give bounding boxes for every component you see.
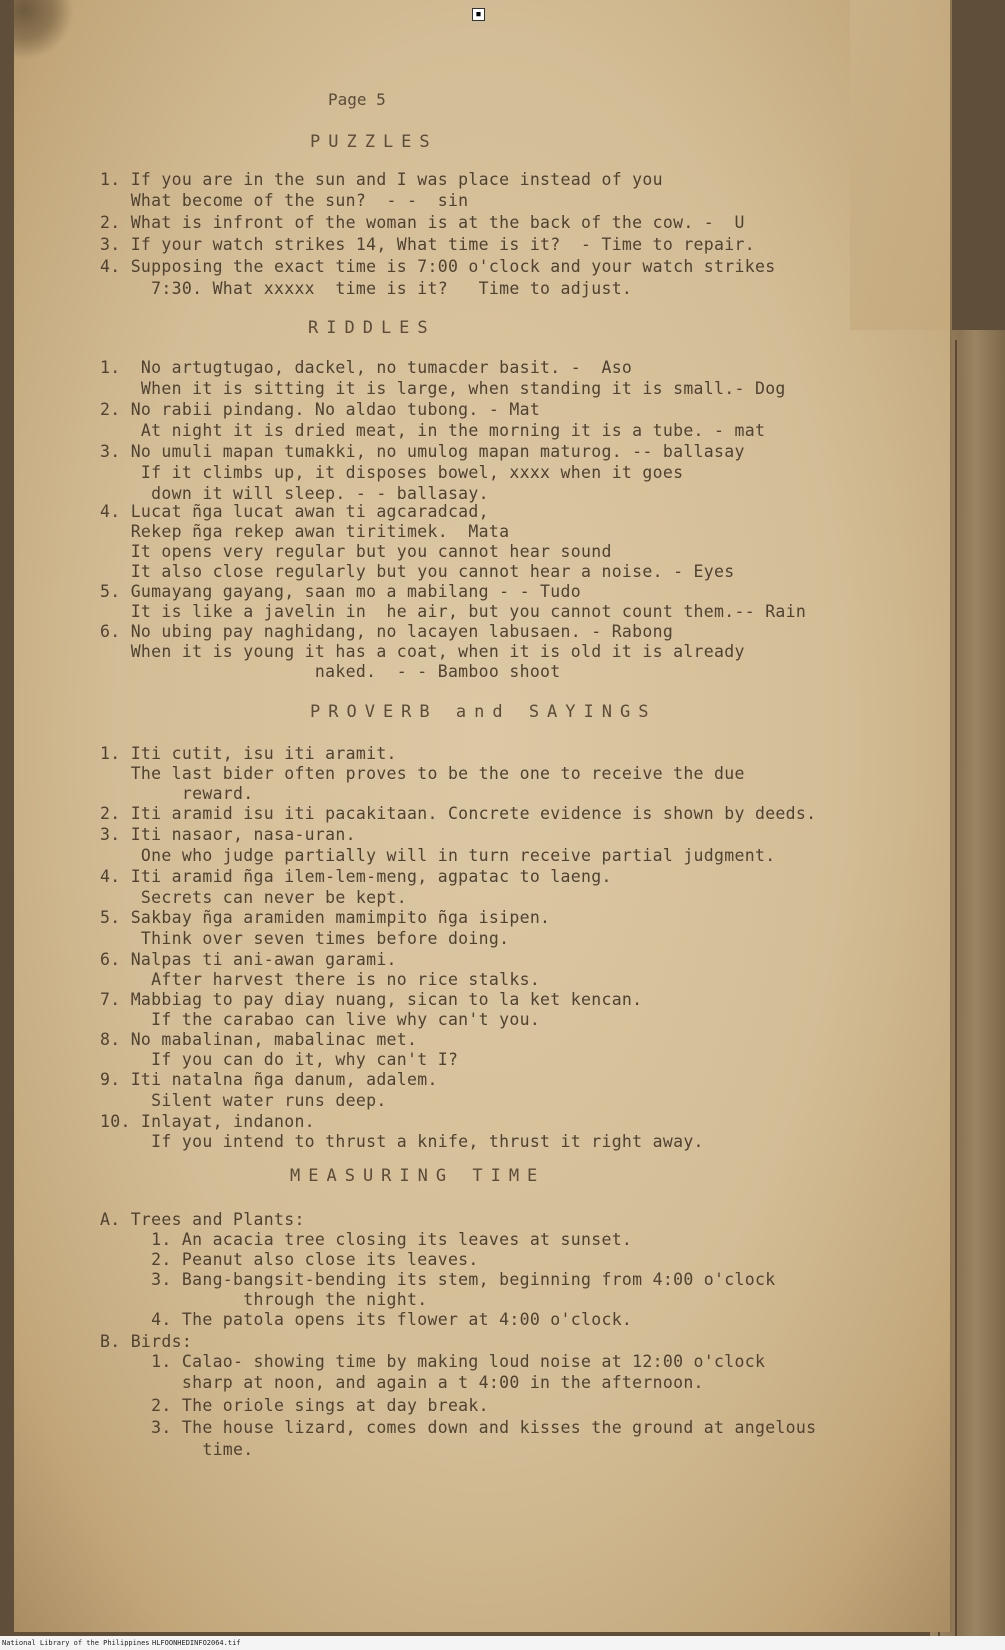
footer-filename: HLFOONHEDINFO2064.tif <box>152 1639 241 1647</box>
proverb-line: 7. Mabbiag to pay diay nuang, sican to la ket kencan. <box>100 990 643 1009</box>
riddle-line: 5. Gumayang gayang, saan mo a mabilang - - Tudo <box>100 582 581 601</box>
proverb-line: If the carabao can live why can't you. <box>100 1010 541 1029</box>
measuring-line: 3. Bang-bangsit-bending its stem, beginning from 4:00 o'clock <box>100 1270 776 1289</box>
page-edge-line <box>955 340 957 1640</box>
heading-riddles: RIDDLES <box>308 318 436 338</box>
measuring-line: A. Trees and Plants: <box>100 1210 305 1229</box>
proverb-line: 10. Inlayat, indanon. <box>100 1112 315 1131</box>
riddle-line: down it will sleep. - - ballasay. <box>100 484 489 503</box>
riddle-line: 3. No umuli mapan tumakki, no umulog mapan maturog. -- ballasay <box>100 442 745 461</box>
proverb-line: 5. Sakbay ñga aramiden mamimpito ñga isipen. <box>100 908 551 927</box>
proverb-line: reward. <box>100 784 254 803</box>
measuring-line: B. Birds: <box>100 1332 193 1351</box>
proverb-line: 3. Iti nasaor, nasa-uran. <box>100 825 356 844</box>
riddle-line: 4. Lucat ñga lucat awan ti agcaradcad, <box>100 502 489 521</box>
proverb-line: 6. Nalpas ti ani-awan garami. <box>100 950 397 969</box>
measuring-line: sharp at noon, and again a t 4:00 in the afternoon. <box>100 1373 704 1392</box>
proverb-line: If you can do it, why can't I? <box>100 1050 459 1069</box>
scan-marker-icon: ■ <box>472 8 485 21</box>
riddle-line: At night it is dried meat, in the morning it is a tube. - mat <box>100 421 766 440</box>
proverb-line: After harvest there is no rice stalks. <box>100 970 541 989</box>
proverb-line: 4. Iti aramid ñga ilem-lem-meng, agpatac to laeng. <box>100 867 612 886</box>
measuring-line: 2. Peanut also close its leaves. <box>100 1250 479 1269</box>
puzzle-line: What become of the sun? - - sin <box>100 191 469 210</box>
riddle-line: Rekep ñga rekep awan tiritimek. Mata <box>100 522 510 541</box>
proverb-line: 2. Iti aramid isu iti pacakitaan. Concrete evidence is shown by deeds. <box>100 804 817 823</box>
measuring-line: 1. An acacia tree closing its leaves at sunset. <box>100 1230 633 1249</box>
proverb-line: One who judge partially will in turn receive partial judgment. <box>100 846 776 865</box>
scan-footer <box>0 1636 1005 1650</box>
riddle-line: When it is sitting it is large, when standing it is small.- Dog <box>100 379 786 398</box>
puzzle-line: 7:30. What xxxxx time is it? Time to adjust. <box>100 279 633 298</box>
heading-measuring-time: MEASURING TIME <box>290 1166 546 1186</box>
riddle-line: If it climbs up, it disposes bowel, xxxx when it goes <box>100 463 684 482</box>
riddle-line: It opens very regular but you cannot hear sound <box>100 542 612 561</box>
riddle-line: It is like a javelin in he air, but you cannot count them.-- Rain <box>100 602 807 621</box>
proverb-line: Secrets can never be kept. <box>100 888 408 907</box>
proverb-line: If you intend to thrust a knife, thrust it right away. <box>100 1132 704 1151</box>
puzzle-line: 4. Supposing the exact time is 7:00 o'clock and your watch strikes <box>100 257 776 276</box>
measuring-line: time. <box>100 1440 254 1459</box>
riddle-line: 6. No ubing pay naghidang, no lacayen labusaen. - Rabong <box>100 622 674 641</box>
measuring-line: through the night. <box>100 1290 428 1309</box>
riddle-line: When it is young it has a coat, when it is old it is already <box>100 642 745 661</box>
heading-puzzles: PUZZLES <box>310 132 438 152</box>
heading-proverbs: PROVERB and SAYINGS <box>310 702 657 722</box>
page-stain <box>14 0 74 60</box>
puzzle-line: 3. If your watch strikes 14, What time is it? - Time to repair. <box>100 235 755 254</box>
measuring-line: 4. The patola opens its flower at 4:00 o'clock. <box>100 1310 633 1329</box>
page-number: Page 5 <box>328 90 386 109</box>
footer-library: National Library of the Philippines <box>2 1639 150 1647</box>
measuring-line: 2. The oriole sings at day break. <box>100 1396 489 1415</box>
proverb-line: 1. Iti cutit, isu iti aramit. <box>100 744 397 763</box>
measuring-line: 1. Calao- showing time by making loud noise at 12:00 o'clock <box>100 1352 766 1371</box>
riddle-line: It also close regularly but you cannot hear a noise. - Eyes <box>100 562 735 581</box>
page-corner-fold <box>850 0 950 330</box>
proverb-line: 9. Iti natalna ñga danum, adalem. <box>100 1070 438 1089</box>
riddle-line: naked. - - Bamboo shoot <box>100 662 561 681</box>
riddle-line: 2. No rabii pindang. No aldao tubong. - Mat <box>100 400 541 419</box>
puzzle-line: 2. What is infront of the woman is at the back of the cow. - U <box>100 213 745 232</box>
proverb-line: The last bider often proves to be the one to receive the due <box>100 764 745 783</box>
measuring-line: 3. The house lizard, comes down and kisses the ground at angelous <box>100 1418 817 1437</box>
proverb-line: Think over seven times before doing. <box>100 929 510 948</box>
puzzle-line: 1. If you are in the sun and I was place instead of you <box>100 170 663 189</box>
proverb-line: Silent water runs deep. <box>100 1091 387 1110</box>
riddle-line: 1. No artugtugao, dackel, no tumacder basit. - Aso <box>100 358 633 377</box>
proverb-line: 8. No mabalinan, mabalinac met. <box>100 1030 418 1049</box>
